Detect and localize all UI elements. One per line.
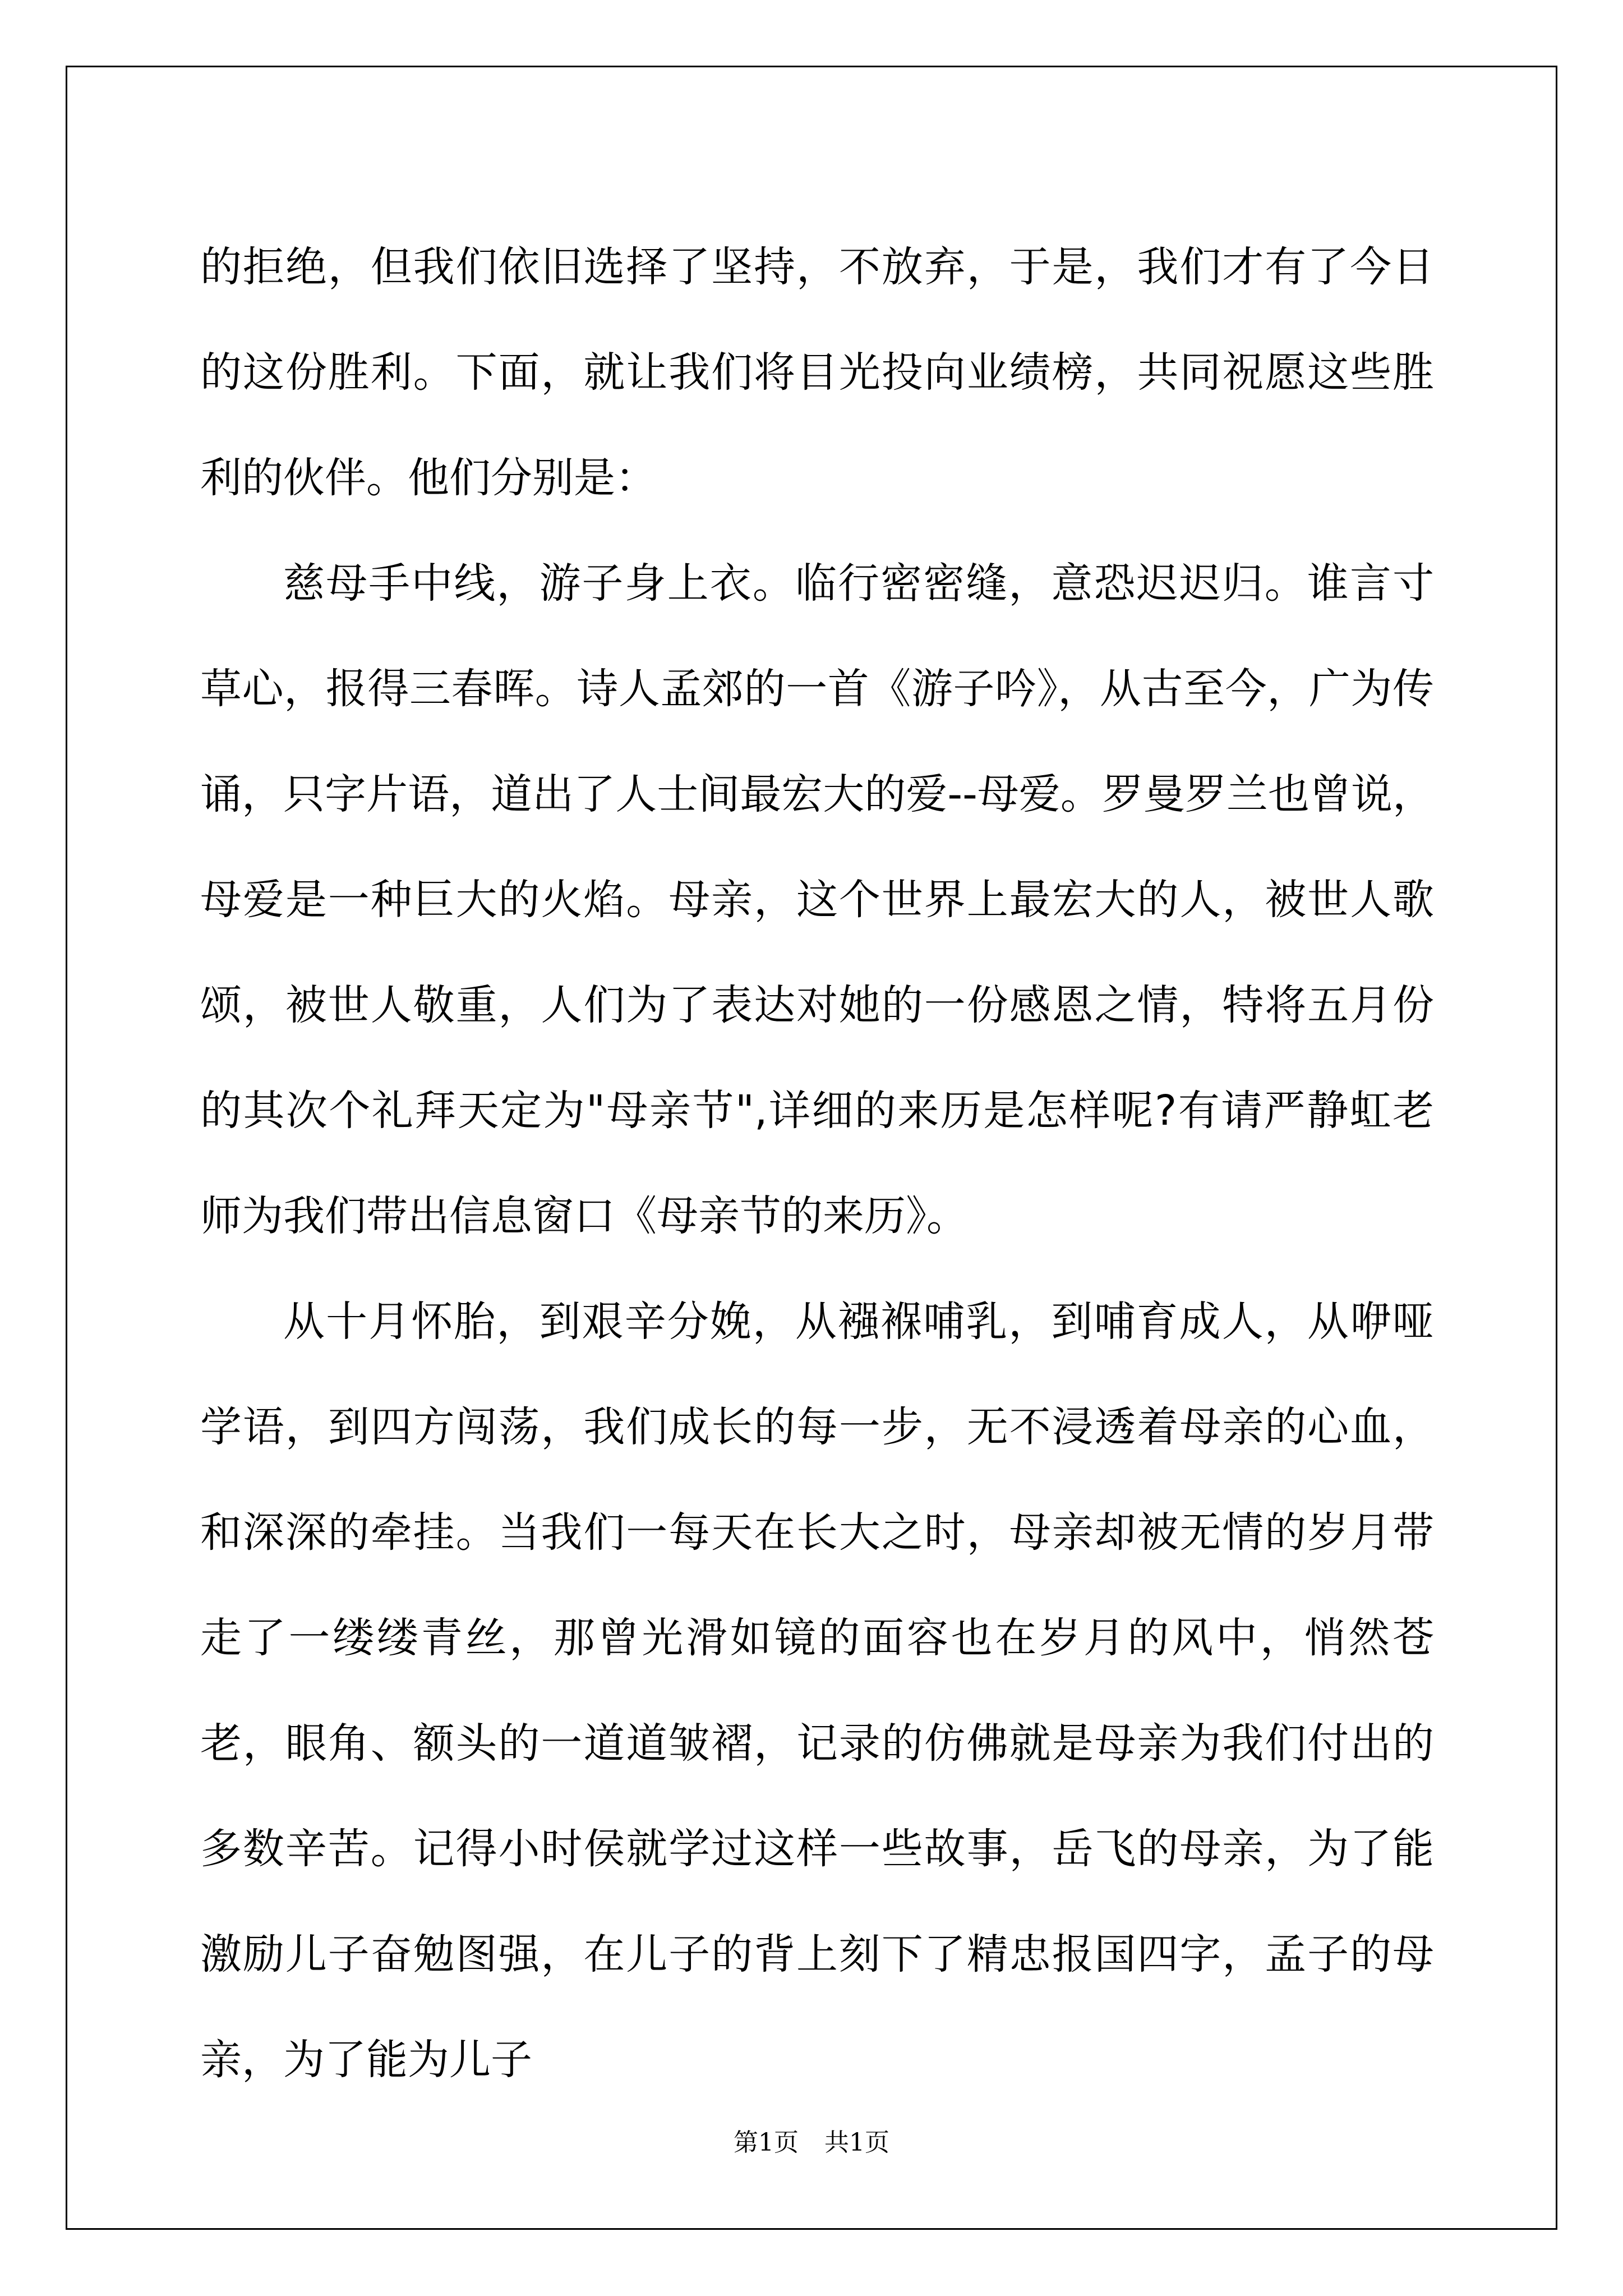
page-total: 共1页 (824, 2128, 889, 2157)
paragraph-1: 的拒绝，但我们依旧选择了坚持，不放弃，于是，我们才有了今日的这份胜利。下面，就让我们将目光投向业绩榜，共同祝愿这些胜利的伙伴。他们分别是： (200, 243, 1434, 502)
page-number: 第1页 (734, 2128, 799, 2157)
document-body (200, 214, 1434, 2113)
paragraph-2: 慈母手中线，游子身上衣。临行密密缝，意恐迟迟归。谁言寸草心，报得三春晖。诗人孟郊的一首《游子吟》，从古至今，广为传诵，只字片语，道出了人士间最宏大的爱--母爱。罗曼罗兰也曾说，母爱是一种巨大的火焰。母亲，这个世界上最宏大的人，被世人歌颂，被世人敬重，人们为了表达对她的一份感恩之情，特将五月份的其次个礼拜天定为"母亲节",详细的来历是怎样呢?有请严静虹老师为我们带出信息窗口《母亲节的来历》。 (200, 559, 1434, 1240)
page-footer (0, 2126, 1623, 2160)
paragraph-3: 从十月怀胎，到艰辛分娩，从襁褓哺乳，到哺育成人，从咿哑学语，到四方闯荡，我们成长的每一步，无不浸透着母亲的心血，和深深的牵挂。当我们一每天在长大之时，母亲却被无情的岁月带走了一缕缕青丝，那曾光滑如镜的面容也在岁月的风中，悄然苍老，眼角、额头的一道道皱褶，记录的仿佛就是母亲为我们付出的多数辛苦。记得小时侯就学过这样一些故事，岳飞的母亲，为了能激励儿子奋勉图强，在儿子的背上刻下了精忠报国四字，孟子的母亲，为了能为儿子 (200, 1297, 1434, 2084)
